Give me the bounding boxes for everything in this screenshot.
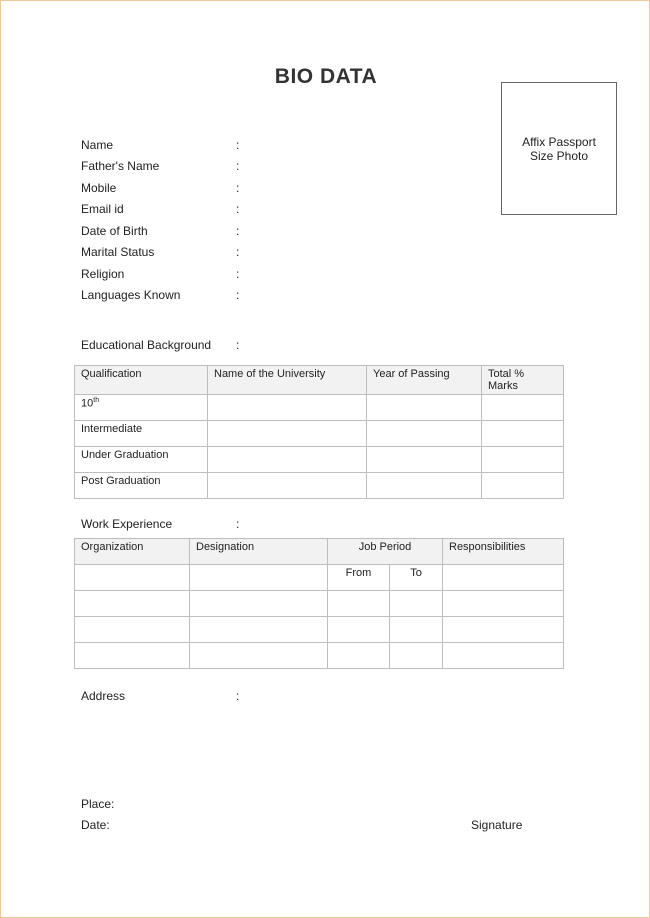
table-row <box>75 643 564 669</box>
university-cell[interactable] <box>208 395 367 421</box>
table-row <box>75 395 564 421</box>
table-row <box>75 565 564 591</box>
header-qualification: Qualification <box>75 366 208 395</box>
year-cell[interactable] <box>367 473 482 499</box>
header-job-period: Job Period <box>328 539 443 565</box>
place-label: Place: <box>81 797 115 811</box>
table-row <box>75 447 564 473</box>
education-section-label: Educational Background <box>81 338 212 352</box>
ordinal-suffix: th <box>93 397 100 404</box>
designation-cell[interactable] <box>190 643 328 669</box>
university-cell[interactable] <box>208 447 367 473</box>
languages-label: Languages Known <box>81 288 181 302</box>
fathers-name-label: Father's Name <box>81 159 160 173</box>
table-row <box>75 421 564 447</box>
work-experience-label: Work Experience <box>81 517 173 531</box>
organization-cell[interactable] <box>75 591 190 617</box>
marital-status-colon: : <box>236 245 240 259</box>
page-title: BIO DATA <box>274 65 378 88</box>
religion-colon: : <box>236 267 240 281</box>
qualification-cell[interactable] <box>75 395 208 421</box>
photo-label-line2: Size Photo <box>529 149 589 163</box>
marks-cell[interactable] <box>482 421 564 447</box>
from-cell[interactable]: From <box>328 565 390 591</box>
passport-photo-box <box>501 82 617 215</box>
qualification-cell[interactable]: Post Graduation <box>75 473 208 499</box>
marks-cell[interactable] <box>482 473 564 499</box>
organization-cell[interactable] <box>75 617 190 643</box>
header-designation: Designation <box>190 539 328 565</box>
email-label: Email id <box>81 202 124 216</box>
signature-label: Signature <box>471 818 523 832</box>
table-row <box>75 617 564 643</box>
address-colon: : <box>236 689 240 703</box>
responsibilities-cell[interactable] <box>443 565 564 591</box>
qualification-cell[interactable]: Under Graduation <box>75 447 208 473</box>
languages-colon: : <box>236 288 240 302</box>
address-label: Address <box>81 689 126 703</box>
work-header-row <box>75 539 564 565</box>
designation-cell[interactable] <box>190 591 328 617</box>
education-colon: : <box>236 338 240 352</box>
qualification-cell[interactable]: Intermediate <box>75 421 208 447</box>
mobile-colon: : <box>236 181 240 195</box>
responsibilities-cell[interactable] <box>443 617 564 643</box>
university-cell[interactable] <box>208 421 367 447</box>
responsibilities-cell[interactable] <box>443 591 564 617</box>
to-cell[interactable]: To <box>390 565 443 591</box>
year-cell[interactable] <box>367 421 482 447</box>
university-cell[interactable] <box>208 473 367 499</box>
table-row <box>75 591 564 617</box>
education-table <box>74 365 564 499</box>
responsibilities-cell[interactable] <box>443 643 564 669</box>
fathers-name-colon: : <box>236 159 240 173</box>
name-colon: : <box>236 138 240 152</box>
header-university: Name of the University <box>208 366 367 395</box>
organization-cell[interactable] <box>75 565 190 591</box>
email-colon: : <box>236 202 240 216</box>
designation-cell[interactable] <box>190 565 328 591</box>
dob-label: Date of Birth <box>81 224 148 238</box>
organization-cell[interactable] <box>75 643 190 669</box>
to-cell[interactable] <box>390 591 443 617</box>
header-responsibilities: Responsibilities <box>443 539 564 565</box>
marital-status-label: Marital Status <box>81 245 155 259</box>
from-cell[interactable] <box>328 617 390 643</box>
religion-label: Religion <box>81 267 125 281</box>
table-row <box>75 473 564 499</box>
to-cell[interactable] <box>390 617 443 643</box>
work-experience-colon: : <box>236 517 240 531</box>
qualification-10th: 10 <box>81 397 94 410</box>
marks-cell[interactable] <box>482 395 564 421</box>
marks-cell[interactable] <box>482 447 564 473</box>
work-experience-table <box>74 538 564 669</box>
from-cell[interactable] <box>328 643 390 669</box>
photo-label-line1: Affix Passport <box>522 135 596 149</box>
designation-cell[interactable] <box>190 617 328 643</box>
to-cell[interactable] <box>390 643 443 669</box>
dob-colon: : <box>236 224 240 238</box>
year-cell[interactable] <box>367 447 482 473</box>
from-cell[interactable] <box>328 591 390 617</box>
header-total-marks: Total % Marks <box>482 366 564 395</box>
year-cell[interactable] <box>367 395 482 421</box>
date-label: Date: <box>81 818 110 832</box>
header-year-of-passing: Year of Passing <box>367 366 482 395</box>
education-header-row <box>75 366 564 395</box>
name-label: Name <box>81 138 114 152</box>
header-organization: Organization <box>75 539 190 565</box>
mobile-label: Mobile <box>81 181 117 195</box>
